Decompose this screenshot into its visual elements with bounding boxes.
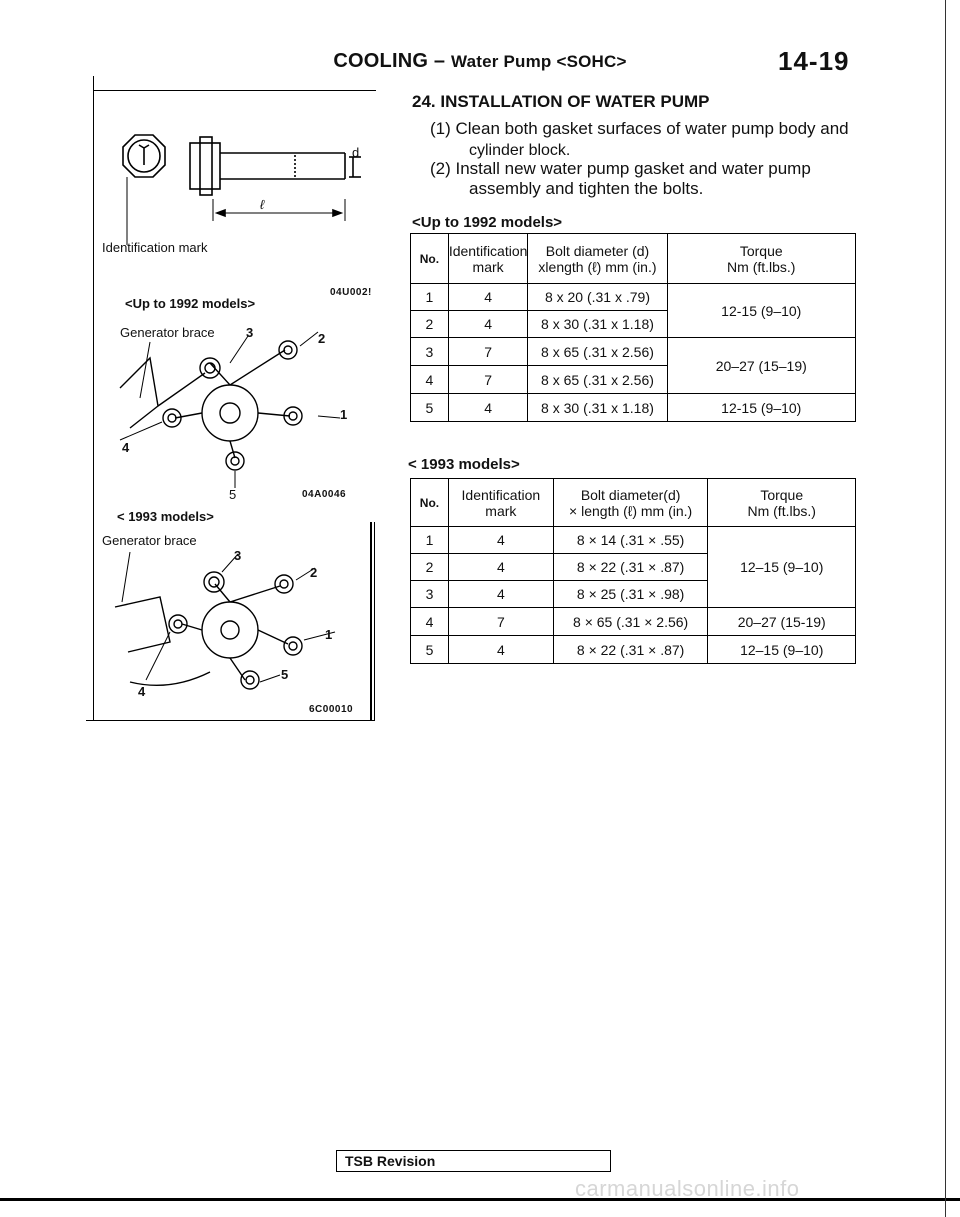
table2-row1-no: 1 — [411, 527, 449, 554]
table2-header-torque — [708, 479, 856, 527]
table1-header-torque-line2: Nm (ft.lbs.) — [727, 258, 796, 275]
table1-row2-no: 2 — [411, 311, 449, 338]
table2-header-identification — [448, 479, 553, 527]
left-column-border — [93, 76, 94, 721]
table1-torque-row5: 12-15 (9–10) — [667, 394, 855, 422]
bolt-length-label: ℓ — [260, 197, 265, 212]
table1-header-bolt-line1: Bolt diameter (d) — [545, 242, 650, 259]
table2-header-bolt-line2: × length (ℓ) mm (in.) — [569, 502, 693, 519]
table2-header-no: No. — [411, 479, 449, 527]
table1-header-bolt-line2: xlength (ℓ) mm (in.) — [538, 258, 657, 275]
table2-header-ident-line1: Identification — [461, 486, 541, 503]
table1-row1-no: 1 — [411, 284, 449, 311]
table-row — [411, 394, 856, 422]
step2-line1: (2) Install new water pump gasket and water pump — [430, 159, 811, 178]
table1-header-ident-line1: Identification — [448, 242, 528, 259]
table2-row2-no: 2 — [411, 554, 449, 581]
table1-header-no: No. — [411, 234, 449, 284]
figure2-number-3: 3 — [246, 325, 254, 340]
table1-header-identification — [448, 234, 528, 284]
identification-mark-caption: Identification mark — [102, 240, 208, 255]
table1-header-torque — [667, 234, 855, 284]
table1-row3-mark: 7 — [448, 338, 528, 366]
table2-torque-row4: 20–27 (15-19) — [708, 608, 856, 636]
table2-header-row — [411, 479, 856, 527]
step1-line1: (1) Clean both gasket surfaces of water pump body and — [430, 119, 849, 138]
header-title-dash: – — [433, 50, 446, 72]
table-row — [411, 608, 856, 636]
figure3-number-1: 1 — [325, 627, 333, 642]
table2-row2-mark: 4 — [448, 554, 553, 581]
table2-torque-rows1-3: 12–15 (9–10) — [708, 527, 856, 608]
table2-row5-no: 5 — [411, 636, 449, 664]
table2-row4-bolt: 8 × 65 (.31 × 2.56) — [553, 608, 708, 636]
figure3-code: 6C00010 — [309, 704, 354, 715]
table1-header-torque-line1: Torque — [739, 242, 783, 259]
torque-table-1993 — [410, 478, 856, 664]
figure2-code: 04A0046 — [302, 489, 347, 500]
table2-row3-mark: 4 — [448, 581, 553, 608]
table2-row1-mark: 4 — [448, 527, 553, 554]
figure2-brace-label: Generator brace — [120, 325, 215, 340]
figure-right-border-inner — [374, 522, 375, 720]
table2-header-bolt-line1: Bolt diameter(d) — [580, 486, 681, 503]
table2-row2-bolt: 8 × 22 (.31 × .87) — [553, 554, 708, 581]
table2-header-bolt — [553, 479, 708, 527]
table2-label: < 1993 models> — [408, 456, 520, 473]
bolt-diameter-label: d — [352, 145, 360, 160]
figure1-code: 04U002! — [330, 287, 372, 298]
figure2-number-2: 2 — [318, 331, 326, 346]
torque-table-up-to-1992 — [410, 233, 856, 422]
page-right-edge — [945, 0, 946, 1217]
table2-row1-bolt: 8 × 14 (.31 × .55) — [553, 527, 708, 554]
table1-row4-mark: 7 — [448, 366, 528, 394]
table2-header-ident-line2: mark — [485, 502, 517, 519]
table2-row3-no: 3 — [411, 581, 449, 608]
left-column-top-rule — [93, 90, 376, 91]
figure3-caption: < 1993 models> — [117, 509, 214, 524]
figure-right-border — [370, 522, 372, 720]
table1-label: <Up to 1992 models> — [412, 214, 563, 231]
table1-torque-rows1-2: 12-15 (9–10) — [667, 284, 855, 338]
water-pump-1992-figure — [110, 318, 350, 498]
figure2-number-1: 1 — [340, 407, 348, 422]
table1-row5-no: 5 — [411, 394, 449, 422]
table2-row3-bolt: 8 × 25 (.31 × .98) — [553, 581, 708, 608]
table1-row5-mark: 4 — [448, 394, 528, 422]
table1-row5-bolt: 8 x 30 (.31 x 1.18) — [528, 394, 667, 422]
table-row — [411, 636, 856, 664]
table1-row2-bolt: 8 x 30 (.31 x 1.18) — [528, 311, 667, 338]
header-title-sub: Water Pump <SOHC> — [450, 52, 627, 71]
figure3-number-5: 5 — [281, 667, 289, 682]
table2-header-torque-line1: Torque — [760, 486, 804, 503]
figure2-caption: <Up to 1992 models> — [125, 296, 256, 311]
table2-row4-mark: 7 — [448, 608, 553, 636]
tsb-revision-box: TSB Revision — [336, 1150, 611, 1172]
page-number: 14-19 — [778, 46, 850, 76]
table2-row5-mark: 4 — [448, 636, 553, 664]
table-row — [411, 284, 856, 311]
table1-header-row — [411, 234, 856, 284]
bolt-identification-figure — [95, 95, 370, 255]
table1-row4-no: 4 — [411, 366, 449, 394]
table2-header-torque-line2: Nm (ft.lbs.) — [747, 502, 816, 519]
section-title: 24. INSTALLATION OF WATER PUMP — [412, 92, 710, 111]
table-row — [411, 527, 856, 554]
figure3-number-2: 2 — [310, 565, 318, 580]
watermark-text: carmanualsonline.info — [575, 1176, 800, 1201]
table-row — [411, 338, 856, 366]
table2-row5-bolt: 8 × 22 (.31 × .87) — [553, 636, 708, 664]
left-column-bottom-rule — [86, 720, 375, 721]
table1-row1-bolt: 8 x 20 (.31 x .79) — [528, 284, 667, 311]
header-title-main: COOLING — [333, 50, 429, 72]
figure2-number-4: 4 — [122, 440, 130, 455]
table1-row1-mark: 4 — [448, 284, 528, 311]
figure3-brace-label: Generator brace — [102, 533, 197, 548]
step1-line2: cylinder block. — [469, 142, 571, 159]
table2-torque-row5: 12–15 (9–10) — [708, 636, 856, 664]
table2-row4-no: 4 — [411, 608, 449, 636]
figure3-number-4: 4 — [138, 684, 146, 699]
table1-row3-no: 3 — [411, 338, 449, 366]
step2-line2: assembly and tighten the bolts. — [469, 179, 704, 198]
bottom-rule — [0, 1198, 960, 1201]
table1-torque-rows3-4: 20–27 (15–19) — [667, 338, 855, 394]
table1-row3-bolt: 8 x 65 (.31 x 2.56) — [528, 338, 667, 366]
table1-header-bolt — [528, 234, 667, 284]
figure2-number-5: 5 — [229, 487, 237, 502]
table1-row4-bolt: 8 x 65 (.31 x 2.56) — [528, 366, 667, 394]
table1-header-ident-line2: mark — [472, 258, 504, 275]
table1-row2-mark: 4 — [448, 311, 528, 338]
figure3-number-3: 3 — [234, 548, 242, 563]
